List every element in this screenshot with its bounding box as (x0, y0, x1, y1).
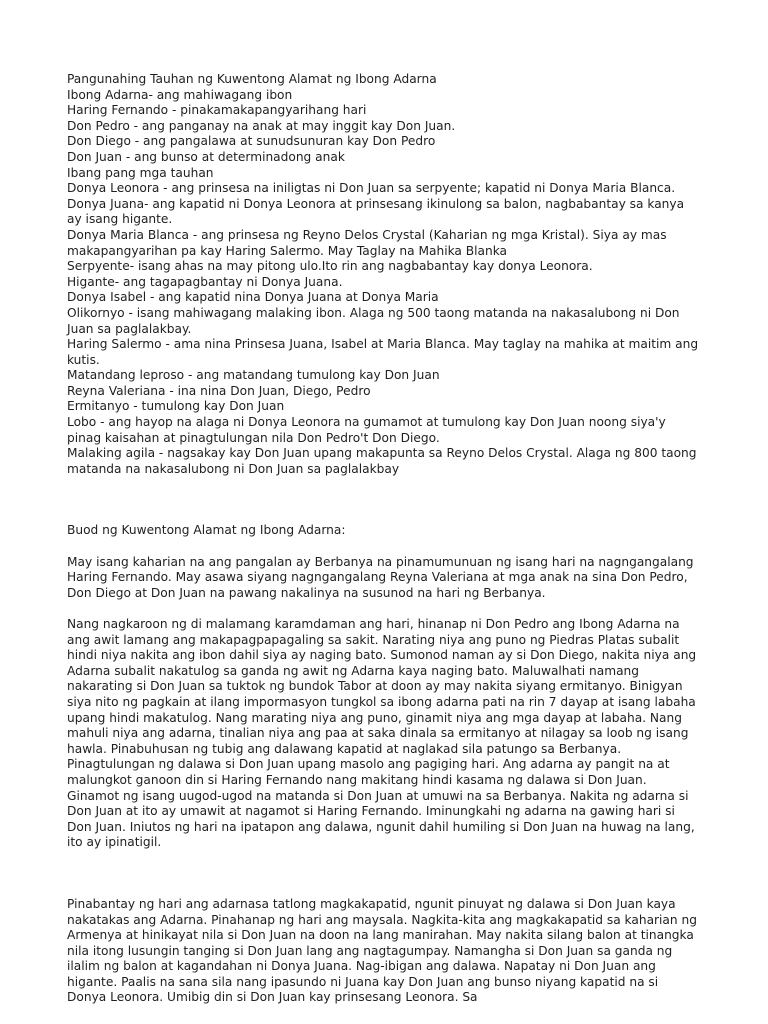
character-line: Donya Juana- ang kapatid ni Donya Leonora at prinsesang ikinulong sa balon, nagbabantay sa kanya ay isang higante. (67, 196, 685, 227)
character-subheading: Ibang pang mga tauhan (67, 165, 214, 180)
character-line: Ermitanyo - tumulong kay Don Juan (67, 399, 285, 414)
character-line: Donya Maria Blanca - ang prinsesa ng Reyno Delos Crystal (Kaharian ng mga Kristal). Siya ay mas makapangyarihan pa kay Haring Salermo. May Taglay na Mahika Blanka (67, 227, 667, 258)
paragraph-spacer (67, 601, 701, 617)
character-line: Donya Isabel - ang kapatid nina Donya Juana at Donya Maria (67, 290, 439, 305)
document-page (67, 72, 701, 1006)
section-spacer (67, 477, 701, 523)
paragraph-spacer (67, 539, 701, 555)
character-line: Serpyente- isang ahas na may pitong ulo.Ito rin ang nagbabantay kay donya Leonora. (67, 259, 593, 274)
summary-heading: Buod ng Kuwentong Alamat ng Ibong Adarna: (67, 523, 346, 538)
paragraph-spacer (67, 851, 701, 897)
summary-paragraph: Pinabantay ng hari ang adarnasa tatlong magkakapatid, ngunit pinuyat ng dalawa si Don Juan kaya nakatakas ang Adarna. Pinahanap ng hari ang maysala. Nagkita-kita ang magkakapatid sa kaharian ng Armenya at hinikayat nila si Don Juan na doon na lang manirahan. May nakita silang balon at tinangka nila itong lusungin tanging si Don Juan lang ang nagtagumpay. Namangha si Don Juan sa ganda ng ilalim ng balon at kagandahan ni Donya Juana. Nag-ibigan ang dalawa. Napatay ni Don Juan ang higante. Paalis na sana sila nang ipasundo ni Juana kay Don Juan ang bunso niyang kapatid na si Donya Leonora. Umibig din si Don Juan kay prinsesang Leonora. Sa (67, 896, 697, 1005)
characters-heading: Pangunahing Tauhan ng Kuwentong Alamat ng Ibong Adarna (67, 72, 437, 86)
character-line: Don Juan - ang bunso at determinadong anak (67, 149, 345, 164)
character-line: Haring Salermo - ama nina Prinsesa Juana, Isabel at Maria Blanca. May taglay na mahika at maitim ang kutis. (67, 337, 699, 367)
character-line: Don Pedro - ang panganay na anak at may inggit kay Don Juan. (67, 118, 456, 133)
character-line: Reyna Valeriana - ina nina Don Juan, Diego, Pedro (67, 383, 371, 398)
character-line: Olikornyo - isang mahiwagang malaking ibon. Alaga ng 500 taong matanda na nakasalubong ni Don Juan sa paglalakbay. (67, 305, 680, 336)
character-line: Malaking agila - nagsakay kay Don Juan upang makapunta sa Reyno Delos Crystal. Alaga ng 800 taong matanda na nakasalubong ni Don Juan sa paglalakbay (67, 446, 697, 476)
summary-paragraph: Nang nagkaroon ng di malamang karamdaman ang hari, hinanap ni Don Pedro ang Ibong Adarna na ang awit lamang ang makapagpapagaling sa sakit. Narating niya ang puno ng Piedras Platas subalit hindi niya nakita ang ibon dahil siya ay naging bato. Sumonod naman ay si Don Diego, nakita niya ang Adarna subalit nakatulog sa ganda ng awit ng Adarna kaya naging bato. Maluwalhati namang nakarating si Don Juan sa tuktok ng bundok Tabor at doon ay may nakita siyang ermitanyo. Binigyan siya nito ng pagkain at ilang impormasyon tungkol sa ibong adarna pati na rin 7 dayap at isang labaha upang hindi makatulog. Nang marating niya ang puno, ginamit niya ang mga dayap at labaha. Nang mahuli niya ang adarna, tinalian niya ang paa at saka dinala sa ermitanyo at nilagay sa loob ng isang hawla. Pinabuhusan ng tubig ang dalawang kapatid at naglakad sila patungo sa Berbanya. Pinagtulungan ng dalawa si Don Juan upang masolo ang pagiging hari. Ang adarna ay pangit na at malungkot ganoon din si Haring Fernando nang makitang hindi kasama ng dalawa si Don Juan. Ginamot ng isang uugod-ugod na matanda si Don Juan at umuwi na sa Berbanya. Nakita ng adarna si Don Juan at ito ay umawit at nagamot si Haring Fernando. Iminungkahi ng adarna na gawing hari si Don Juan. Iniutos ng hari na ipatapon ang dalawa, ngunit dahil humiling si Don Juan na huwag na lang, ito ay ipinatigil. (67, 617, 697, 850)
summary-paragraph: May isang kaharian na ang pangalan ay Berbanya na pinamumunuan ng isang hari na nagngangalang Haring Fernando. May asawa siyang nagngangalang Reyna Valeriana at mga anak na sina Don Pedro, Don Diego at Don Juan na pawang nakalinya na susunod na hari ng Berbanya. (67, 554, 694, 600)
character-line: Haring Fernando - pinakamakapangyarihang hari (67, 103, 367, 118)
character-line: Donya Leonora - ang prinsesa na iniligtas ni Don Juan sa serpyente; kapatid ni Donya Maria Blanca. (67, 181, 676, 196)
character-line: Lobo - ang hayop na alaga ni Donya Leonora na gumamot at tumulong kay Don Juan noong siya'y pinag kaisahan at pinagtulungan nila Don Pedro't Don Diego. (67, 415, 666, 445)
character-line: Higante- ang tagapagbantay ni Donya Juana. (67, 274, 343, 289)
character-line: Don Diego - ang pangalawa at sunudsunuran kay Don Pedro (67, 134, 436, 149)
character-line: Ibong Adarna- ang mahiwagang ibon (67, 87, 293, 102)
character-line: Matandang leproso - ang matandang tumulong kay Don Juan (67, 368, 440, 383)
